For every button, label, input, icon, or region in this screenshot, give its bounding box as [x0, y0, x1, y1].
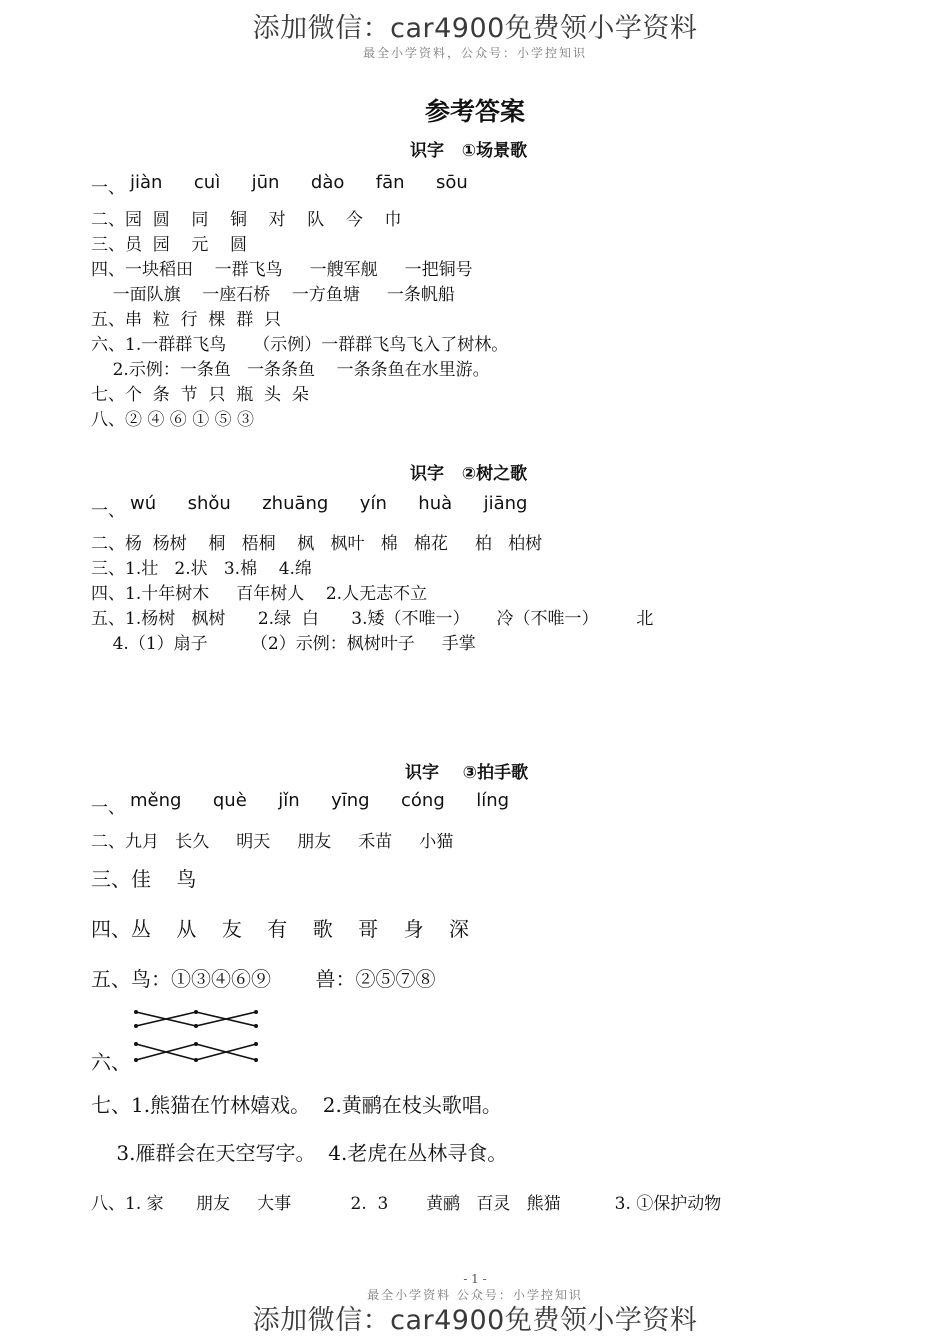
section3-line8: 3.雁群会在天空写字。 4.老虎在丛林寻食。: [91, 1141, 508, 1165]
section2-line4: 四、1.十年树木 百年树人 2.人无志不立: [91, 584, 428, 604]
match-dot: [194, 1042, 198, 1046]
section1-line3: 三、员 园 元 圆: [91, 235, 248, 255]
match-dot: [134, 1010, 138, 1014]
match-dot: [194, 1010, 198, 1014]
section1-line1-label: 一、: [91, 178, 125, 198]
section1-line4: 四、一块稻田 一群飞鸟 一艘军舰 一把铜号: [91, 260, 473, 280]
section2-line6: 4.（1）扇子 （2）示例：枫树叶子 手掌: [91, 634, 476, 654]
section1-line9: 七、个 条 节 只 瓶 头 朵: [91, 385, 309, 405]
section3-line3: 三、佳 鸟: [91, 867, 197, 891]
match-dot: [254, 1058, 258, 1062]
section3-line4: 四、丛 从 友 有 歌 哥 身 深: [91, 917, 470, 941]
page-title: 参考答案: [424, 97, 525, 126]
section3-pinyin: měng què jǐn yīng cóng líng: [130, 790, 510, 811]
section3-line9: 八、1. 家 朋友 大事 2. 3 黄鹂 百灵 熊猫 3. ①保护动物: [91, 1194, 722, 1214]
section3-line6-label: 六、: [91, 1050, 131, 1074]
section2-line3: 三、1.壮 2.状 3.棉 4.绵: [91, 559, 312, 579]
section1-line5: 一面队旗 一座石桥 一方鱼塘 一条帆船: [91, 285, 455, 305]
section1-line10: 八、② ④ ⑥ ① ⑤ ③: [91, 410, 255, 430]
faint-footer-text: 最全小学资料 公众号：小学控知识: [367, 1288, 583, 1302]
section2-line2: 二、杨 杨树 桐 梧桐 枫 枫叶 棉 棉花 柏 柏树: [91, 534, 543, 554]
section2-heading: 识字 ②树之歌: [410, 464, 528, 484]
section2-line1-label: 一、: [91, 501, 125, 521]
section3-line5: 五、鸟：①③④⑥⑨ 兽：②⑤⑦⑧: [91, 967, 436, 991]
section2-line5: 五、1.杨树 枫树 2.绿 白 3.矮（不唯一） 冷（不唯一） 北: [91, 609, 654, 629]
watermark-bottom: 添加微信：car4900免费领小学资料: [252, 1305, 698, 1336]
section1-line7: 六、1.一群群飞鸟 （示例）一群群飞鸟飞入了树林。: [91, 335, 509, 355]
section3-line2: 二、九月 长久 明天 朋友 禾苗 小猫: [91, 832, 454, 852]
section1-line8: 2.示例：一条鱼 一条条鱼 一条条鱼在水里游。: [91, 360, 490, 380]
match-dot: [254, 1010, 258, 1014]
section2-pinyin: wú shǒu zhuāng yín huà jiāng: [130, 493, 528, 514]
watermark-top: 添加微信：car4900免费领小学资料: [252, 13, 698, 44]
match-dot: [254, 1024, 258, 1028]
matching-lines-diagram: [130, 1006, 260, 1068]
faint-header-text: 最全小学资料，公众号：小学控知识: [362, 46, 587, 60]
match-dot: [134, 1042, 138, 1046]
match-dot: [254, 1042, 258, 1046]
section1-line2: 二、园 圆 同 铜 对 队 今 巾: [91, 210, 402, 230]
section3-line7: 七、1.熊猫在竹林嬉戏。 2.黄鹂在枝头歌唱。: [91, 1093, 502, 1117]
section3-line1-label: 一、: [91, 798, 125, 818]
section1-heading: 识字 ①场景歌: [410, 141, 528, 161]
match-dot: [134, 1024, 138, 1028]
match-dot: [194, 1024, 198, 1028]
section3-heading: 识字 ③拍手歌: [405, 763, 529, 783]
match-dot: [134, 1058, 138, 1062]
match-dot: [194, 1058, 198, 1062]
page-number: - 1 -: [463, 1272, 487, 1286]
section1-line6: 五、串 粒 行 棵 群 只: [91, 310, 282, 330]
section1-pinyin: jiàn cuì jūn dào fān sōu: [130, 172, 468, 193]
